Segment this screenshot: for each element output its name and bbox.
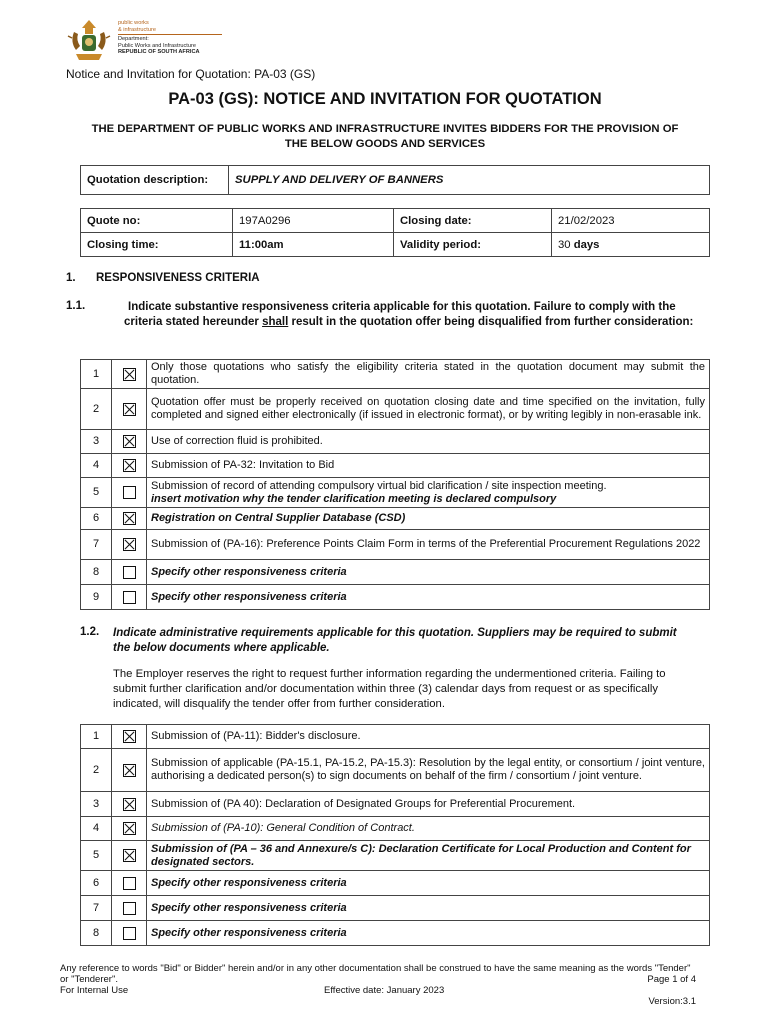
criteria-text: Specify other responsiveness criteria — [147, 585, 710, 610]
logo-line2: & infrastructure — [118, 26, 156, 33]
criteria-checkbox[interactable] — [112, 508, 147, 530]
criteria-number: 5 — [81, 478, 112, 508]
requirement-number: 6 — [81, 871, 112, 896]
criteria-row — [81, 478, 710, 508]
requirement-text: Submission of (PA – 36 and Annexure/s C): Declaration Certificate for Local Production and Content for designated sectors. — [147, 841, 710, 871]
logo-line3: Department: — [118, 36, 149, 43]
requirement-checkbox[interactable] — [112, 725, 147, 749]
closing-date-value: 21/02/2023 — [552, 209, 710, 233]
coat-of-arms-icon — [66, 18, 112, 64]
criteria-checkbox[interactable] — [112, 454, 147, 478]
closing-time-label: Closing time: — [81, 233, 233, 257]
unchecked-box-icon — [123, 486, 136, 499]
requirement-checkbox[interactable] — [112, 871, 147, 896]
requirement-checkbox[interactable] — [112, 896, 147, 921]
footer-version: Version:3.1 — [648, 996, 696, 1007]
responsiveness-criteria-table — [80, 359, 710, 610]
requirement-text: Submission of (PA-11): Bidder's disclosure. — [147, 725, 710, 749]
validity-period-label: Validity period: — [394, 233, 552, 257]
document-title: PA-03 (GS): NOTICE AND INVITATION FOR QUOTATION — [168, 90, 602, 108]
criteria-checkbox[interactable] — [112, 389, 147, 430]
quotation-description-label: Quotation description: — [81, 166, 229, 195]
logo-wordmark — [118, 20, 222, 56]
requirement-number: 8 — [81, 921, 112, 946]
checked-box-icon — [123, 730, 136, 743]
criteria-text: Specify other responsiveness criteria — [147, 560, 710, 585]
criteria-text: Only those quotations who satisfy the eligibility criteria stated in the quotation document may submit the quotation. — [147, 360, 710, 389]
criteria-number: 8 — [81, 560, 112, 585]
requirement-row — [81, 817, 710, 841]
criteria-number: 6 — [81, 508, 112, 530]
requirement-row — [81, 725, 710, 749]
unchecked-box-icon — [123, 566, 136, 579]
document-subtitle: THE DEPARTMENT OF PUBLIC WORKS AND INFRASTRUCTURE INVITES BIDDERS FOR THE PROVISION OF THE BELOW GOODS AND SERVICES — [91, 123, 679, 150]
checked-box-icon — [123, 459, 136, 472]
section-1-1-number: 1.1. — [66, 300, 86, 312]
quote-details-table — [80, 208, 710, 257]
checked-box-icon — [123, 435, 136, 448]
requirement-row — [81, 749, 710, 792]
requirement-number: 7 — [81, 896, 112, 921]
criteria-text — [147, 478, 710, 508]
criteria-row — [81, 389, 710, 430]
section-1-2-title: Indicate administrative requirements applicable for this quotation. Suppliers may be required to submit the below documents where applicable. — [113, 627, 677, 654]
validity-number: 30 — [558, 238, 571, 251]
checked-box-icon — [123, 849, 136, 862]
footer-effective-date: Effective date: January 2023 — [324, 985, 445, 996]
logo-line4: Public Works and Infrastructure — [118, 42, 196, 49]
requirement-number: 1 — [81, 725, 112, 749]
document-header: Notice and Invitation for Quotation: PA-03 (GS) — [66, 67, 316, 81]
criteria-checkbox[interactable] — [112, 430, 147, 454]
criteria-text-main: Submission of record of attending compulsory virtual bid clarification / site inspection meeting. — [151, 479, 607, 492]
footer-internal-use: For Internal Use — [60, 985, 129, 996]
unchecked-box-icon — [123, 591, 136, 604]
unchecked-box-icon — [123, 927, 136, 940]
quotation-description-table — [80, 165, 710, 195]
criteria-text: Quotation offer must be properly received on quotation closing date and time specified on the invitation, fully completed and signed either electronically (if issued in electronic format), or by writing legibly in non-erasable ink. — [147, 389, 710, 430]
criteria-number: 7 — [81, 530, 112, 560]
criteria-row — [81, 430, 710, 454]
checked-box-icon — [123, 368, 136, 381]
requirement-checkbox[interactable] — [112, 792, 147, 817]
requirement-number: 5 — [81, 841, 112, 871]
requirement-number: 2 — [81, 749, 112, 792]
closing-time-value: 11:00am — [233, 233, 394, 257]
footer-page-number: Page 1 of 4 — [647, 974, 696, 985]
logo-line1: public works — [118, 20, 149, 26]
requirement-row — [81, 841, 710, 871]
checked-box-icon — [123, 403, 136, 416]
criteria-checkbox[interactable] — [112, 585, 147, 610]
criteria-checkbox[interactable] — [112, 360, 147, 389]
criteria-row — [81, 585, 710, 610]
requirement-text: Submission of (PA 40): Declaration of Designated Groups for Preferential Procurement. — [147, 792, 710, 817]
criteria-row — [81, 360, 710, 389]
criteria-row — [81, 508, 710, 530]
requirement-text: Specify other responsiveness criteria — [147, 896, 710, 921]
administrative-requirements-table — [80, 724, 710, 946]
logo-divider — [118, 34, 222, 35]
criteria-number: 2 — [81, 389, 112, 430]
quote-no-value: 197A0296 — [233, 209, 394, 233]
unchecked-box-icon — [123, 877, 136, 890]
criteria-row — [81, 454, 710, 478]
section-1-2-paragraph: The Employer reserves the right to request further information regarding the undermentioned criteria. Failing to submit further clarification and/or documentation within three (3) calendar days from request or as specifically indicated, will disqualify the tender offer from further consideration. — [113, 668, 666, 710]
requirement-number: 3 — [81, 792, 112, 817]
quotation-description-value: SUPPLY AND DELIVERY OF BANNERS — [229, 166, 710, 195]
requirement-checkbox[interactable] — [112, 921, 147, 946]
criteria-row — [81, 560, 710, 585]
footer-note: Any reference to words "Bid" or Bidder" herein and/or in any other documentation shall be construed to have the same meaning as the words "Tender" or "Tenderer". — [60, 963, 691, 985]
requirement-text: Submission of (PA-10): General Condition of Contract. — [147, 817, 710, 841]
criteria-text: Submission of PA-32: Invitation to Bid — [147, 454, 710, 478]
requirement-checkbox[interactable] — [112, 841, 147, 871]
requirement-text: Specify other responsiveness criteria — [147, 871, 710, 896]
criteria-number: 1 — [81, 360, 112, 389]
section-1-2-number: 1.2. — [80, 626, 100, 638]
requirement-checkbox[interactable] — [112, 817, 147, 841]
closing-date-label: Closing date: — [394, 209, 552, 233]
requirement-row — [81, 921, 710, 946]
checked-box-icon — [123, 512, 136, 525]
criteria-checkbox[interactable] — [112, 530, 147, 560]
criteria-text-motivation: insert motivation why the tender clarification meeting is declared compulsory — [151, 492, 557, 505]
criteria-number: 3 — [81, 430, 112, 454]
requirement-text: Specify other responsiveness criteria — [147, 921, 710, 946]
instructions-shall: shall — [262, 315, 289, 328]
checked-box-icon — [123, 798, 136, 811]
criteria-text: Registration on Central Supplier Database (CSD) — [147, 508, 710, 530]
quote-no-label: Quote no: — [81, 209, 233, 233]
requirement-text: Submission of applicable (PA-15.1, PA-15.2, PA-15.3): Resolution by the legal entity, or consortium / joint venture, authorising a dedicated person(s) to sign documents on behalf of the firm / consortium / joint venture. — [147, 749, 710, 792]
requirement-row — [81, 792, 710, 817]
requirement-checkbox[interactable] — [112, 749, 147, 792]
criteria-checkbox[interactable] — [112, 478, 147, 508]
logo-line5: REPUBLIC OF SOUTH AFRICA — [118, 49, 200, 56]
criteria-number: 4 — [81, 454, 112, 478]
unchecked-box-icon — [123, 902, 136, 915]
validity-period-value — [552, 233, 710, 257]
criteria-number: 9 — [81, 585, 112, 610]
criteria-text: Submission of (PA-16): Preference Points Claim Form in terms of the Preferential Procurement Regulations 2022 — [147, 530, 710, 560]
instructions-text-a: Indicate substantive responsiveness criteria applicable for this quotation. Failure to comply with the criteria stated hereunder — [124, 301, 676, 328]
section-1-title: RESPONSIVENESS CRITERIA — [96, 272, 260, 284]
section-1-number: 1. — [66, 272, 76, 284]
checked-box-icon — [123, 822, 136, 835]
criteria-text: Use of correction fluid is prohibited. — [147, 430, 710, 454]
instructions-text-b: result in the quotation offer being disqualified from further consideration: — [288, 315, 694, 328]
department-logo — [66, 18, 216, 66]
criteria-row — [81, 530, 710, 560]
checked-box-icon — [123, 538, 136, 551]
requirement-number: 4 — [81, 817, 112, 841]
requirement-row — [81, 896, 710, 921]
checked-box-icon — [123, 764, 136, 777]
criteria-checkbox[interactable] — [112, 560, 147, 585]
validity-unit: days — [573, 238, 600, 251]
section-1-1-instructions — [124, 300, 700, 329]
requirement-row — [81, 871, 710, 896]
